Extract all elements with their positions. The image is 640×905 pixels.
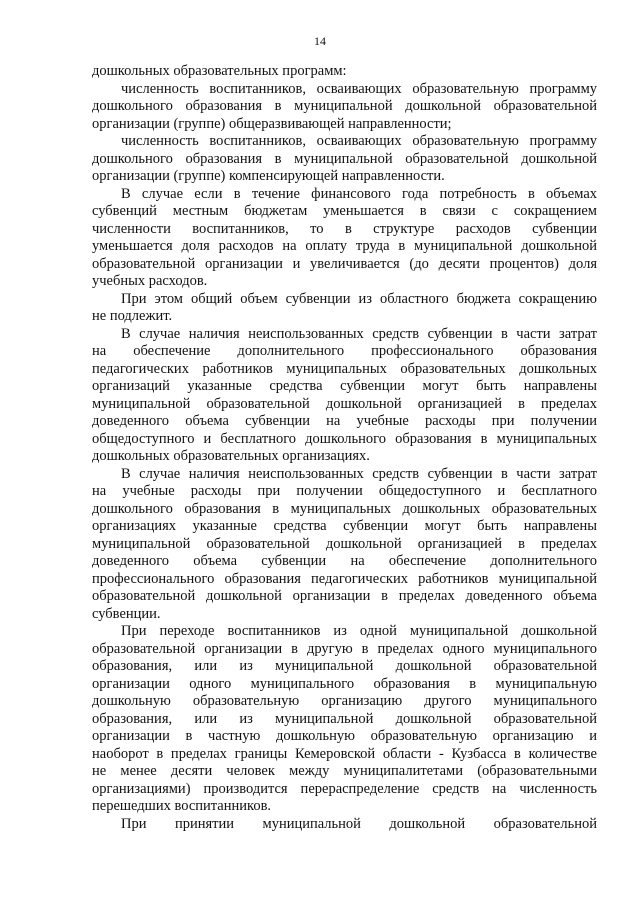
text-line: профессионального образования педагогических работников муниципальной [92, 570, 597, 587]
text-line: перешедших воспитанников. [92, 798, 272, 814]
paragraph [92, 133, 597, 186]
text-line: организации (группе) общеразвивающей направленности; [92, 115, 452, 132]
text-line: дошкольного образования в муниципальной дошкольной образовательной [92, 98, 597, 114]
text-line: субвенций местным бюджетам уменьшается в связи с сокращением [92, 203, 597, 219]
paragraph [92, 816, 597, 834]
paragraph [92, 291, 597, 326]
text-line: При переходе воспитанников из одной муниципальной дошкольной [121, 623, 597, 639]
text-line: В случае наличия неиспользованных средств субвенции в части затрат [121, 325, 597, 342]
text-line: численность воспитанников, осваивающих образовательную программу [121, 133, 597, 149]
paragraph [92, 186, 597, 291]
document-body [92, 63, 597, 833]
text-line: дошкольную образовательную организацию другого муниципального [92, 693, 597, 709]
text-line: дошкольных образовательных программ: [92, 63, 347, 79]
text-line: на учебные расходы при получении общедоступного и бесплатного [92, 483, 597, 499]
text-line: образовательной организации и увеличивается (до десяти процентов) доля [92, 255, 597, 272]
text-line: В случае если в течение финансового года потребность в объемах [121, 185, 597, 202]
text-line: доведенного объема субвенции на учебные расходы при получении [92, 413, 597, 429]
text-line: При принятии муниципальной дошкольной образовательной [121, 815, 597, 832]
text-line: дошкольного образования в муниципальной образовательной дошкольной [92, 150, 597, 167]
text-line: уменьшается доля расходов на оплату труда в муниципальной дошкольной [92, 238, 597, 254]
text-line: образовательной дошкольной организации в пределах доведенного объема [92, 588, 597, 604]
text-line: образования, или из муниципальной дошкольной образовательной [92, 710, 597, 727]
text-line: муниципальной образовательной дошкольной организацией в пределах [92, 395, 597, 412]
text-line: дошкольных образовательных организациях. [92, 448, 370, 464]
paragraph [92, 623, 597, 816]
text-line: При этом общий объем субвенции из областного бюджета сокращению [121, 290, 597, 307]
paragraph [92, 63, 597, 81]
text-line: на обеспечение дополнительного профессионального образования [92, 343, 597, 359]
text-line: общедоступного и бесплатного дошкольного образования в муниципальных [92, 430, 597, 447]
text-line: организаций указанные средства субвенции могут быть направлены [92, 378, 597, 394]
text-line: наоборот в пределах границы Кемеровской области - Кузбасса в количестве [92, 745, 597, 762]
text-line: не менее десяти человек между муниципалитетами (образовательными [92, 763, 597, 779]
text-line: субвенции. [92, 605, 161, 622]
text-line: численности воспитанников, то в структуре расходов субвенции [92, 220, 597, 237]
text-line: образования, или из муниципальной дошкольной образовательной [92, 658, 597, 674]
text-line: численность воспитанников, осваивающих образовательную программу [121, 80, 597, 97]
paragraph [92, 81, 597, 134]
text-line: организациях указанные средства субвенции могут быть направлены [92, 518, 597, 534]
text-line: не подлежит. [92, 308, 173, 324]
text-line: В случае наличия неиспользованных средств субвенции в части затрат [121, 465, 597, 482]
text-line: организации в частную дошкольную образовательную организацию и [92, 728, 597, 744]
page-number: 14 [314, 34, 326, 48]
text-line: муниципальной образовательной дошкольной организацией в пределах [92, 535, 597, 552]
text-line: образовательной организации в другую в пределах одного муниципального [92, 640, 597, 657]
text-line: дошкольного образования в муниципальных дошкольных образовательных [92, 500, 597, 517]
text-line: организациями) производится перераспределение средств на численность [92, 780, 597, 797]
text-line: доведенного объема субвенции на обеспечение дополнительного [92, 553, 597, 569]
text-line: педагогических работников муниципальных образовательных дошкольных [92, 360, 597, 377]
text-line: организации (группе) компенсирующей направленности. [92, 168, 445, 184]
text-line: организации одного муниципального образования в муниципальную [92, 675, 597, 692]
paragraph [92, 326, 597, 466]
text-line: учебных расходов. [92, 273, 208, 289]
paragraph [92, 466, 597, 624]
